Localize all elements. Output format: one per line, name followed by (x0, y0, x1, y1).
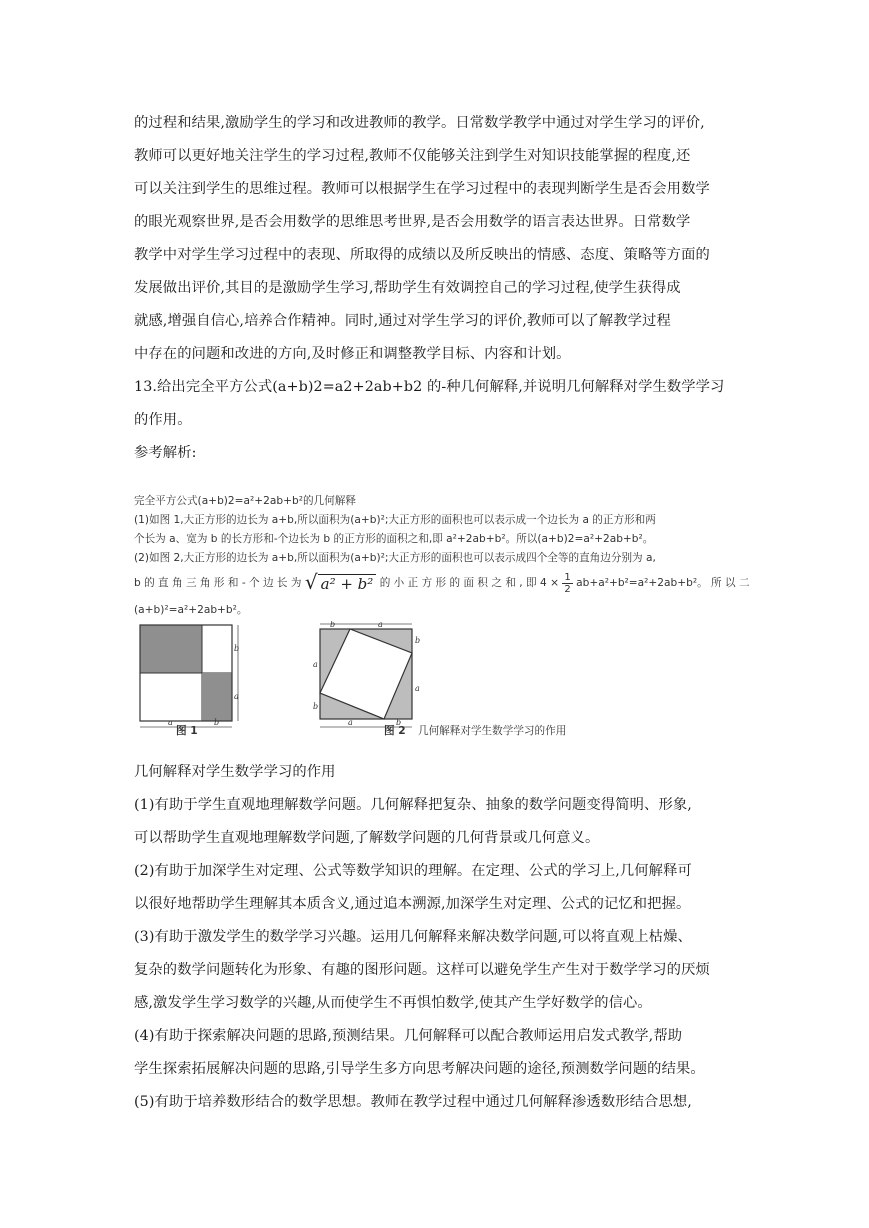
text-line: (4)有助于探索解决问题的思路,预测结果。几何解释可以配合教师运用启发式教学,帮助 (134, 1028, 683, 1044)
figure-text-line: (a+b)²=a²+2ab+b²。 (134, 604, 248, 616)
sqrt-symbol: √ a² + b² (305, 569, 376, 597)
text-line: 可以关注到学生的思维过程。教师可以根据学生在学习过程中的表现判断学生是否会用数学 (134, 181, 710, 197)
fraction-numerator: 1 (564, 571, 571, 583)
rect-ab-top (202, 625, 232, 673)
text-line: 的过程和结果,激励学生的学习和改进教师的教学。日常数学教学中通过对学生学习的评价, (134, 115, 705, 131)
label-a: a (234, 692, 239, 701)
reference-answer-label: 参考解析: (134, 445, 197, 461)
figure-text-part: ab+a²+b²=a²+2ab+b²。 所 以 二 (576, 577, 750, 589)
square-b (202, 673, 232, 721)
text-line: 发展做出评价,其目的是激励学生学习,帮助学生有效调控自己的学习过程,使学生获得成 (134, 280, 681, 296)
fraction-denominator: 2 (564, 583, 571, 595)
label-a: a (378, 621, 383, 629)
figure-2-diagram (312, 621, 422, 741)
figure-1-diagram (134, 621, 244, 741)
rect-ab-bottom (140, 673, 202, 721)
geometric-explanation-figure (134, 487, 750, 747)
label-b: b (234, 644, 240, 653)
text-line: 复杂的数学问题转化为形象、有趣的图形问题。这样可以避免学生产生对于数学学习的厌烦 (134, 962, 710, 978)
figure-title: 完全平方公式(a+b)2=a²+2ab+b²的几何解释 (134, 495, 356, 507)
text-line: 感,激发学生学习数学的兴趣,从而使学生不再惧怕数学,使其产生学好数学的信心。 (134, 995, 652, 1011)
label-a: a (348, 718, 353, 727)
figure-text-part: 的 小 正 方 形 的 面 积 之 和 , 即 4 × (379, 577, 559, 589)
text-line: 就感,增强自信心,培养合作精神。同时,通过对学生学习的评价,教师可以了解教学过程 (134, 313, 671, 329)
text-line: 以很好地帮助学生理解其本质含义,通过追本溯源,加深学生对定理、公式的记忆和把握。 (134, 896, 691, 912)
section-heading: 几何解释对学生数学学习的作用 (134, 764, 336, 780)
text-line: 中存在的问题和改进的方向,及时修正和调整教学目标、内容和计划。 (134, 346, 571, 362)
text-line: 的眼光观察世界,是否会用数学的思维思考世界,是否会用数学的语言表达世界。日常数学 (134, 214, 691, 230)
square-a (140, 625, 202, 673)
text-line: 教学中对学生学习过程中的表现、所取得的成绩以及所反映出的情感、态度、策略等方面的 (134, 247, 710, 263)
label-b: b (313, 702, 319, 711)
label-a: a (313, 660, 318, 669)
figure-text-line: (2)如图 2,大正方形的边长为 a+b,所以面积为(a+b)²;大正方形的面积也可以表示成四个全等的直角边分别为 a, (134, 552, 656, 564)
text-line: (3)有助于激发学生的数学学习兴趣。运用几何解释来解决数学问题,可以将直观上枯燥、 (134, 929, 692, 945)
figure-1-caption: 图 1 (176, 725, 198, 737)
label-b: b (330, 621, 336, 629)
text-line: (5)有助于培养数形结合的数学思想。教师在教学过程中通过几何解释渗透数形结合思想, (134, 1094, 692, 1110)
question-13: 13.给出完全平方公式(a+b)2=a2+2ab+b2 的-种几何解释,并说明几何解释对学生数学学习 (134, 379, 725, 395)
figure-text-line: 个长为 a、宽为 b 的长方形和-个边长为 b 的正方形的面积之和,即 a²+2ab+b²。所以(a+b)2=a²+2ab+b²。 (134, 533, 654, 545)
label-a: a (415, 684, 420, 693)
figure-2-caption: 图 2 (384, 725, 406, 737)
figure-text-line: (1)如图 1,大正方形的边长为 a+b,所以面积为(a+b)²;大正方形的面积也可以表示成一个边长为 a 的正方形和两 (134, 514, 656, 526)
label-b: b (415, 636, 421, 645)
figure-text-part: b 的 直 角 三 角 形 和 - 个 边 长 为 (134, 577, 302, 589)
text-line: 学生探索拓展解决问题的思路,引导学生多方向思考解决问题的途径,预测数学问题的结果。 (134, 1061, 705, 1077)
figure-text-line-formula (134, 569, 750, 597)
label-b: b (214, 718, 220, 727)
fraction (562, 572, 572, 595)
label-a: a (168, 718, 173, 727)
text-line: (2)有助于加深学生对定理、公式等数学知识的理解。在定理、公式的学习上,几何解释可 (134, 863, 692, 879)
sqrt-content: a² + b² (318, 574, 377, 593)
text-line: 的作用。 (134, 412, 192, 428)
figure-right-caption: 几何解释对学生数学学习的作用 (418, 725, 567, 737)
text-line: (1)有助于学生直观地理解数学问题。几何解释把复杂、抽象的数学问题变得简明、形象, (134, 797, 692, 813)
text-line: 可以帮助学生直观地理解数学问题,了解数学问题的几何背景或几何意义。 (134, 830, 600, 846)
label-b: b (396, 718, 402, 727)
text-line: 教师可以更好地关注学生的学习过程,教师不仅能够关注到学生对知识技能掌握的程度,还 (134, 148, 691, 164)
